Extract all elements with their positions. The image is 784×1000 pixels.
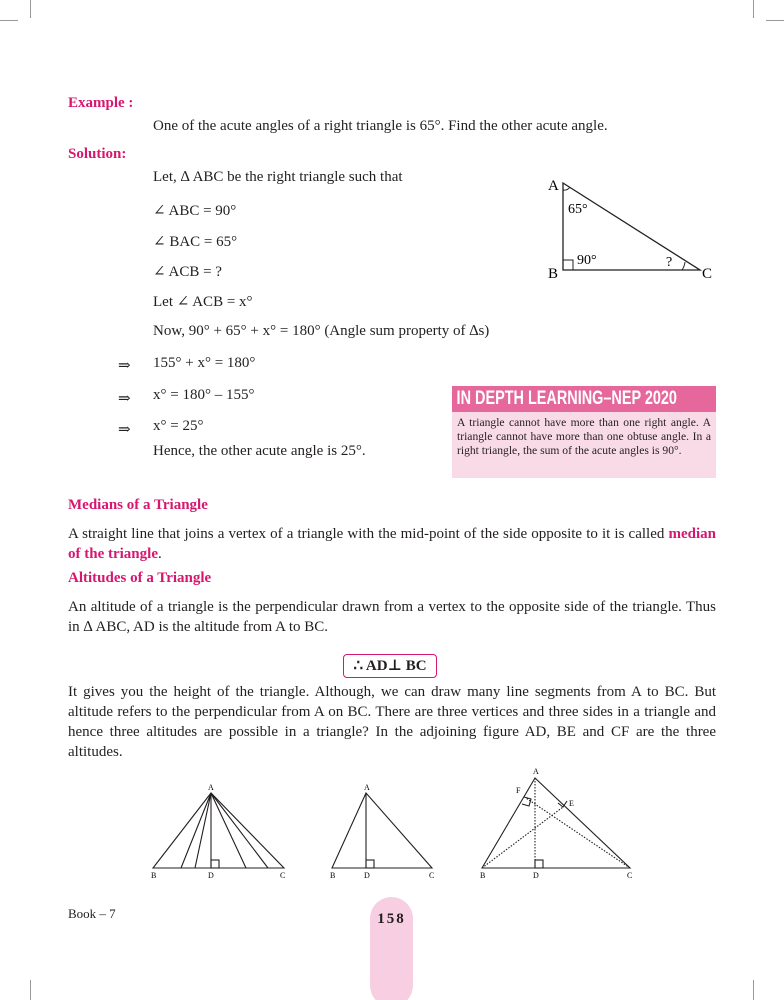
altitude-figures (140, 760, 660, 890)
crop-mark (766, 20, 784, 21)
vertex-a-label: A (548, 178, 559, 194)
vertex-b-label: B (548, 266, 559, 282)
footer-book: Book – 7 (68, 906, 116, 921)
medians-bold-term: median of the triangle (68, 526, 716, 562)
label-d: D (208, 871, 214, 880)
step: ∠ ABC = 90° (153, 203, 237, 219)
step: Let ∠ ACB = x° (153, 294, 253, 310)
vertex-c-label: C (702, 266, 713, 282)
angle-a-label: 65° (568, 202, 588, 217)
info-box (452, 386, 716, 478)
altitudes-paragraph: An altitude of a triangle is the perpendicular drawn from a vertex to the opposite side of the triangle. Thus in ∆ ABC, AD is the altitude from A to BC. (68, 599, 716, 635)
label-b: B (330, 871, 336, 880)
info-box-title: IN DEPTH LEARNING–NEP 2020 (456, 388, 677, 409)
implies-symbol: ⇒ (118, 358, 131, 374)
label-e: E (569, 799, 574, 808)
medians-heading: Medians of a Triangle (68, 497, 208, 513)
label-c: C (627, 871, 633, 880)
info-box-text: A triangle cannot have more than one right angle. A triangle cannot have more than one obtuse angle. In a right triangle, the sum of the acute angles is 90°. (457, 416, 711, 457)
label-d: D (364, 871, 370, 880)
angle-b-label: 90° (577, 253, 597, 268)
label-c: C (429, 871, 435, 880)
label-d: D (533, 871, 539, 880)
medians-paragraph (68, 524, 716, 564)
altitudes-heading: Altitudes of a Triangle (68, 570, 212, 586)
medians-text: A straight line that joins a vertex of a triangle with the mid-point of the side opposite to it is called (68, 526, 669, 542)
step: ∠ BAC = 65° (153, 234, 238, 250)
formula-box: ∴ AD⊥ BC (343, 654, 437, 678)
label-b: B (480, 871, 486, 880)
example-label: Example : (68, 95, 134, 111)
label-a: A (364, 783, 370, 792)
crop-mark (30, 0, 31, 18)
angle-arc (682, 262, 685, 270)
implies-symbol: ⇒ (118, 391, 131, 407)
step: Now, 90° + 65° + x° = 180° (Angle sum property of ∆s) (153, 323, 490, 339)
figure-single-altitude (332, 793, 432, 868)
example-text: One of the acute angles of a right triangle is 65°. Find the other acute angle. (153, 118, 608, 134)
step: ∠ ACB = ? (153, 264, 222, 280)
step: 155° + x° = 180° (153, 355, 256, 371)
label-a: A (533, 767, 539, 776)
implies-symbol: ⇒ (118, 422, 131, 438)
right-triangle-figure (530, 170, 730, 285)
step: x° = 25° (153, 418, 204, 434)
crop-mark (0, 20, 18, 21)
label-f: F (516, 786, 521, 795)
crop-mark (753, 0, 754, 18)
conclusion: Hence, the other acute angle is 25°. (153, 443, 366, 459)
info-box-header (452, 386, 716, 412)
label-c: C (280, 871, 286, 880)
solution-label: Solution: (68, 146, 127, 162)
figure-three-altitudes (482, 778, 630, 868)
crop-mark (30, 980, 31, 1000)
height-paragraph: It gives you the height of the triangle. Although, we can draw many line segments from A to BC. But altitude refers to the perpendicular from A on BC. There are three vertices and three sides in a triangle and hence three altitudes are possible in a triangle? In the adjoining figure AD, BE and CF are the three altitudes. (68, 684, 716, 760)
angle-c-label: ? (666, 255, 673, 270)
figure-many-segments (153, 793, 284, 868)
step: Let, ∆ ABC be the right triangle such that (153, 169, 403, 185)
crop-mark (753, 980, 754, 1000)
right-angle-mark (563, 260, 573, 270)
page-number: 158 (370, 897, 413, 1000)
step: x° = 180° – 155° (153, 387, 255, 403)
medians-end: . (157, 546, 162, 562)
label-a: A (208, 783, 214, 792)
label-b: B (151, 871, 157, 880)
